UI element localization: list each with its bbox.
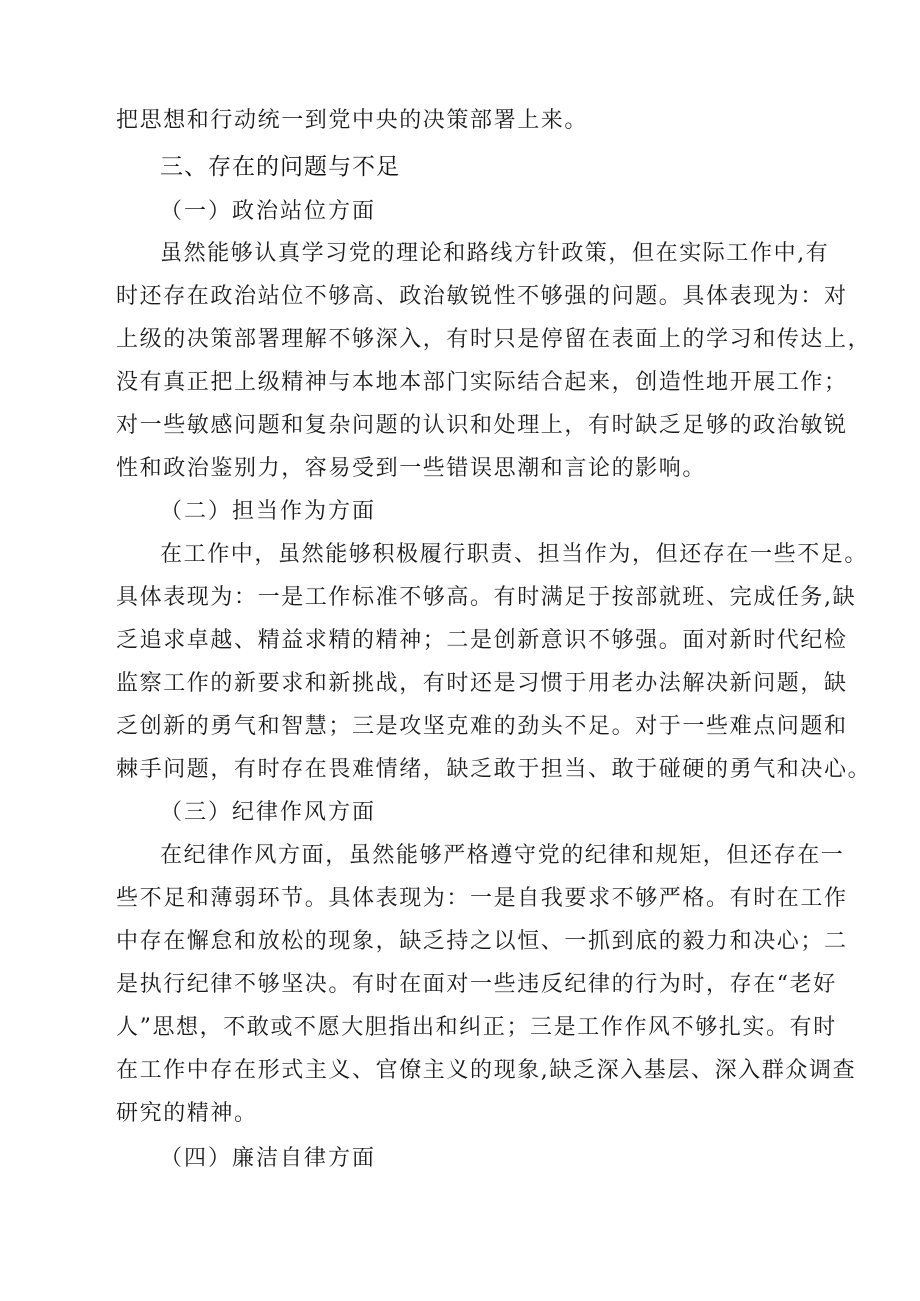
paragraph-line: 是执行纪律不够坚决。有时在面对一些违反纪律的行为时，存在“老好 xyxy=(116,972,837,997)
paragraph-line: 在纪律作风方面，虽然能够严格遵守党的纪律和规矩，但还存在一 xyxy=(160,843,845,868)
paragraph-line: 上级的决策部署理解不够深入，有时只是停留在表面上的学习和传达上， xyxy=(116,327,872,352)
intro-paragraph-line: 把思想和行动统一到党中央的决策部署上来。 xyxy=(116,108,589,133)
paragraph-line: 性和政治鉴别力，容易受到一些错误思潮和言论的影响。 xyxy=(116,456,707,481)
paragraph-line: 在工作中，虽然能够积极履行职责、担当作为，但还存在一些不足。 xyxy=(160,542,869,567)
paragraph-line: 时还存在政治站位不够高、政治敏锐性不够强的问题。具体表现为：对 xyxy=(116,284,848,309)
paragraph-line: 研究的精神。 xyxy=(116,1101,258,1126)
paragraph-line: 乏追求卓越、精益求精的精神；二是创新意识不够强。面对新时代纪检 xyxy=(116,628,848,653)
paragraph-line: 人”思想，不敢或不愿大胆指出和纠正；三是工作作风不够扎实。有时 xyxy=(116,1015,837,1040)
paragraph-line: 乏创新的勇气和智慧；三是攻坚克难的劲头不足。对于一些难点问题和 xyxy=(116,714,848,739)
subsection-heading-responsibility: （二）担当作为方面 xyxy=(160,499,377,524)
paragraph-line: 些不足和薄弱环节。具体表现为：一是自我要求不够严格。有时在工作 xyxy=(116,886,848,911)
subsection-heading-discipline: （三）纪律作风方面 xyxy=(160,800,377,825)
paragraph-line: 在工作中存在形式主义、官僚主义的现象,缺乏深入基层、深入群众调查 xyxy=(116,1058,857,1083)
paragraph-line: 对一些敏感问题和复杂问题的认识和处理上，有时缺乏足够的政治敏锐 xyxy=(116,413,848,438)
paragraph-line: 监察工作的新要求和新挑战，有时还是习惯于用老办法解决新问题，缺 xyxy=(116,671,848,696)
paragraph-line: 中存在懈怠和放松的现象，缺乏持之以恒、一抓到底的毅力和决心；二 xyxy=(116,929,848,954)
paragraph-line: 棘手问题，有时存在畏难情绪，缺乏敢于担当、敢于碰硬的勇气和决心。 xyxy=(116,757,872,782)
section-title: 三、存在的问题与不足 xyxy=(160,154,400,180)
subsection-heading-political-stance: （一）政治站位方面 xyxy=(160,199,377,224)
subsection-heading-integrity: （四）廉洁自律方面 xyxy=(160,1146,377,1171)
paragraph-line: 没有真正把上级精神与本地本部门实际结合起来，创造性地开展工作； xyxy=(116,370,848,395)
paragraph-line: 虽然能够认真学习党的理论和路线方针政策，但在实际工作中,有 xyxy=(160,241,830,266)
paragraph-line: 具体表现为：一是工作标准不够高。有时满足于按部就班、完成任务,缺 xyxy=(116,585,857,610)
